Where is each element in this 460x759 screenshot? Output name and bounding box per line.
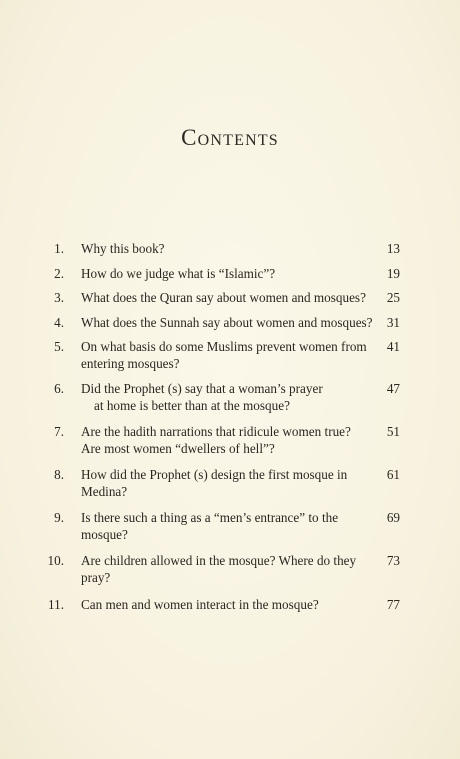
entry-title-line-1: Is there such a thing as a “men’s entrance” to the (81, 510, 339, 525)
entry-page-number: 13 (386, 241, 400, 256)
entry-number: 6. (54, 381, 64, 396)
entry-page-number: 61 (386, 467, 400, 482)
entry-title (81, 509, 371, 543)
entry-number: 8. (54, 467, 64, 482)
entry-title (81, 240, 371, 257)
entry-title-line-1: Did the Prophet (s) say that a woman’s prayer (81, 381, 323, 396)
entry-title-line-1: Why this book? (81, 241, 165, 256)
entry-number: 10. (47, 553, 64, 568)
entry-title-line-1: Can men and women interact in the mosque? (81, 597, 319, 612)
entry-number: 1. (54, 241, 64, 256)
entry-title-line-1: How did the Prophet (s) design the first mosque in (81, 467, 348, 482)
entry-title (81, 596, 371, 613)
entry-page-number: 19 (386, 266, 400, 281)
entry-title-line-1: On what basis do some Muslims prevent women from (81, 339, 367, 354)
entry-title-line-2: mosque? (81, 527, 128, 542)
entry-title (81, 466, 371, 500)
entry-title-line-2: Medina? (81, 484, 128, 499)
entry-title-line-1: What does the Sunnah say about women and mosques? (81, 315, 373, 330)
entry-title-line-1: What does the Quran say about women and mosques? (81, 290, 366, 305)
entry-title (81, 423, 371, 457)
entry-title (81, 380, 371, 414)
entry-page-number: 47 (386, 381, 400, 396)
entry-number: 11. (48, 597, 64, 612)
entry-title-line-1: How do we judge what is “Islamic”? (81, 266, 276, 281)
entry-title-line-1: Are the hadith narrations that ridicule women true? (81, 424, 351, 439)
entry-number: 2. (54, 266, 64, 281)
entry-number: 9. (54, 510, 64, 525)
entry-title-line-2: Are most women “dwellers of hell”? (81, 441, 275, 456)
entry-title-line-2: at home is better than at the mosque? (94, 398, 290, 413)
entry-title (81, 338, 371, 372)
entry-page-number: 25 (386, 290, 400, 305)
entry-page-number: 51 (386, 424, 400, 439)
entry-title (81, 314, 371, 331)
entry-page-number: 41 (386, 339, 400, 354)
entry-page-number: 69 (386, 510, 400, 525)
page-title: Contents (181, 125, 279, 150)
entry-title (81, 265, 371, 282)
entry-number: 4. (54, 315, 64, 330)
entry-number: 5. (54, 339, 64, 354)
entry-page-number: 31 (386, 315, 400, 330)
entry-page-number: 73 (386, 553, 400, 568)
entry-number: 7. (54, 424, 64, 439)
entry-number: 3. (54, 290, 64, 305)
entry-title-line-1: Are children allowed in the mosque? Where do they (81, 553, 357, 568)
entry-title-line-2: pray? (81, 570, 111, 585)
entry-title (81, 289, 371, 306)
entry-title-line-2: entering mosques? (81, 356, 180, 371)
entry-title (81, 552, 371, 586)
entry-page-number: 77 (386, 597, 400, 612)
